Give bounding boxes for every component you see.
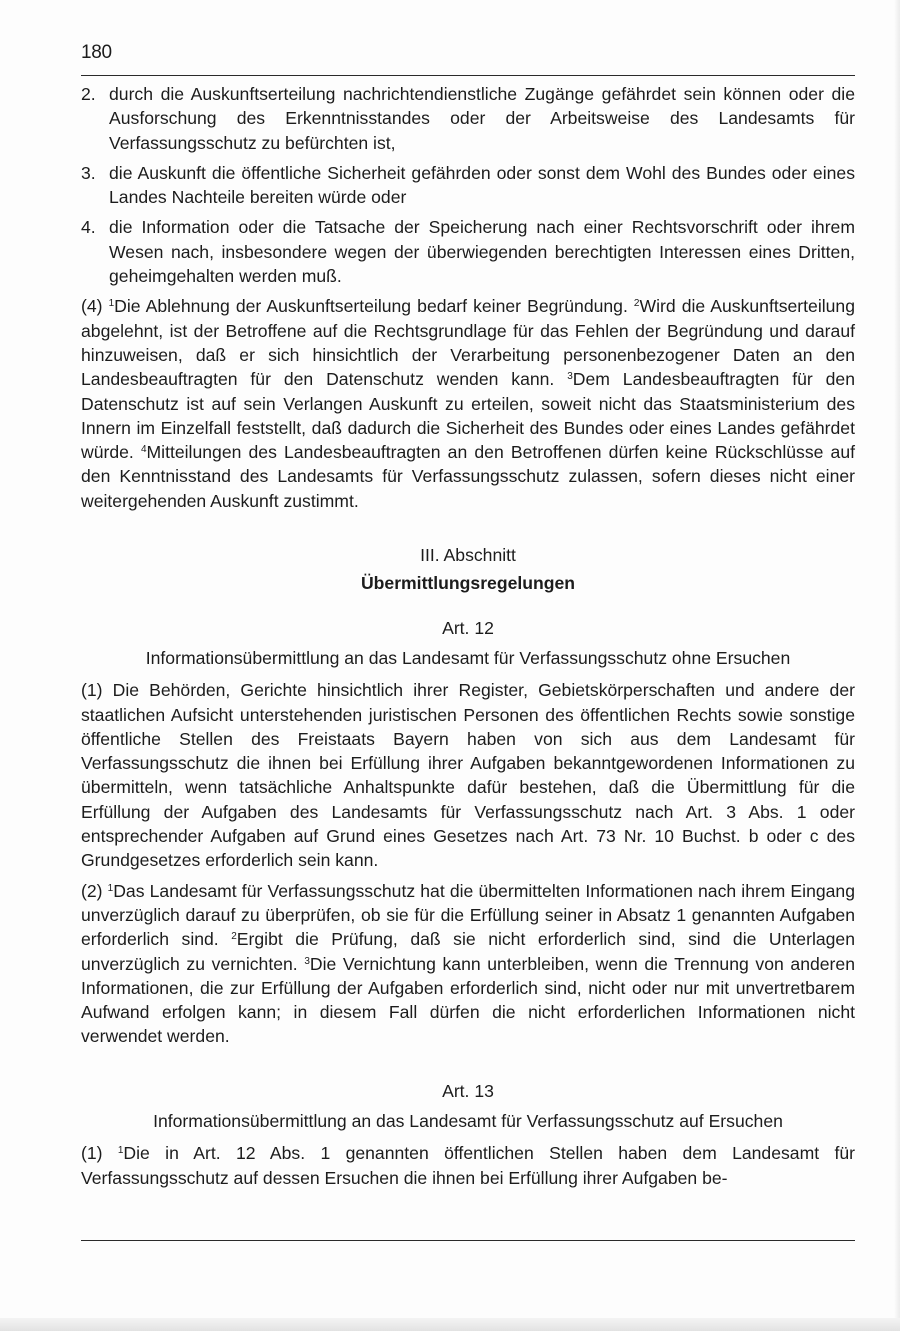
list-item-number: 2. <box>81 84 96 104</box>
sentence: Mitteilungen des Landesbeauftragten an den Betroffenen dürfen keine Rückschlüsse auf den Kenntnisstand des Landesamts für Verfassungsschutz zulassen, sofern dieses nicht einer weitergehenden Auskunft zustimmt. <box>81 442 855 511</box>
header-rule <box>81 75 855 76</box>
sentence: Die Ablehnung der Auskunftserteilung bedarf keiner Begründung. <box>114 296 634 317</box>
sentence: Ergibt die Prüfung, daß sie nicht erforderlich sind, sind die Unterlagen unverzüglich zu vernichten. <box>81 929 855 974</box>
sentence-marker: 1 <box>107 882 114 894</box>
article-number: Art. 12 <box>442 617 494 638</box>
sentence: Die in Art. 12 Abs. 1 genannten öffentlichen Stellen haben dem Landesamt für Verfassungsschutz auf dessen Ersuchen die ihnen bei Erfüllung ihrer Aufgaben be- <box>81 1143 856 1188</box>
section-title: Übermittlungsregelungen <box>360 573 576 594</box>
list-item <box>81 215 855 288</box>
list-item-number: 4. <box>81 217 96 238</box>
sentence: Dem Landesbeauftragten für den Datenschutz ist auf sein Verlangen Auskunft zu erteilen, soweit nicht das Staatsministerium des Innern im Einzelfall feststellt, daß dadurch die Sicherheit des Bundes oder eines Landes gefährdet würde. <box>81 369 855 463</box>
article-title: Informationsübermittlung an das Landesamt für Verfassungsschutz ohne Ersuchen <box>145 647 791 668</box>
paragraph-prefix: (1) <box>81 1143 118 1164</box>
page-number: 180 <box>81 42 112 63</box>
page-bottom-shadow <box>0 1318 900 1331</box>
article-12-paragraph-2 <box>81 879 855 1049</box>
article-13-paragraph-1 <box>81 1141 855 1190</box>
sentence-marker: 4 <box>140 444 147 456</box>
sentence-marker: 1 <box>108 298 115 310</box>
article-title: Informationsübermittlung an das Landesamt für Verfassungsschutz auf Ersuchen <box>153 1110 783 1131</box>
paragraph-4 <box>81 294 855 513</box>
page-edge-shadow <box>894 0 900 1331</box>
list-item-number: 3. <box>81 162 96 183</box>
sentence: Wird die Auskunftserteilung abgelehnt, ist der Betroffene auf die Rechtsgrundlage für das Fehlen der Begründung und darauf hinzuweisen, daß er sich hinsichtlich der Verarbeitung personenbezogener Daten an den Landesbeauftragten für den Datenschutz wenden kann. <box>81 296 856 390</box>
paragraph-prefix: (2) <box>81 880 108 901</box>
sentence-marker: 2 <box>231 931 237 943</box>
section-label: III. Abschnitt <box>420 545 516 566</box>
list-item <box>81 82 855 155</box>
sentence: Das Landesamt für Verfassungsschutz hat die übermittelten Informationen nach ihrem Eingang unverzüglich darauf zu überprüfen, ob sie für die Erfüllung seiner in Absatz 1 genannten Aufgaben erforderlich sind. <box>81 880 856 950</box>
list-item-text: die Information oder die Tatsache der Speicherung nach einer Rechtsvorschrift oder ihrem Wesen nach, insbesondere wegen der überwiegenden berechtigten Interessen eines Dritten, geheimgehalten werden muß. <box>109 217 855 287</box>
sentence-marker: 1 <box>117 1145 124 1157</box>
sentence: Die Vernichtung kann unterbleiben, wenn die Trennung von anderen Informationen, die zur Erfüllung der Aufgaben erforderlich sind, nicht oder nur mit unvertretbarem Aufwand erfolgen kann; in diesem Fall dürfen die nicht erforderlichen Informationen nicht verwendet werden. <box>81 953 855 1047</box>
article-12-paragraph-1: (1) Die Behörden, Gerichte hinsichtlich ihrer Register, Gebietskörperschaften und andere der staatlichen Aufsicht unterstehenden juristischen Personen des öffentlichen Rechts sowie sonstige öffentliche Stellen des Freistaats Bayern haben von sich aus dem Landesamt für Verfassungsschutz die ihnen bei Erfüllung ihrer Aufgaben bekanntgewordenen Informationen zu übermitteln, wenn tatsächliche Anhaltspunkte dafür bestehen, daß die Übermittlung für die Erfüllung der Aufgaben des Landesamts für Verfassungsschutz nach Art. 3 Abs. 1 oder entsprechender Aufgaben auf Grund eines Gesetzes nach Art. 73 Nr. 10 Buchst. b oder c des Grundgesetzes erforderlich sein kann. <box>81 680 855 871</box>
article-number: Art. 13 <box>442 1080 494 1101</box>
sentence-marker: 3 <box>567 371 573 383</box>
list-item <box>81 161 855 210</box>
footer-rule <box>81 1240 855 1241</box>
sentence-marker: 2 <box>633 298 640 310</box>
page-body <box>81 82 855 1196</box>
paragraph-prefix: (4) <box>81 296 109 317</box>
list-item-text: durch die Auskunftserteilung nachrichtendienstliche Zugänge gefährdet sein können oder die Ausforschung des Erkenntnisstandes oder der Arbeitsweise des Landesamts für Verfassungsschutz zu befürchten ist, <box>109 84 855 153</box>
sentence-marker: 3 <box>304 955 310 967</box>
list-item-text: die Auskunft die öffentliche Sicherheit gefährden oder sonst dem Wohl des Bundes oder eines Landes Nachteile bereiten würde oder <box>109 162 855 208</box>
